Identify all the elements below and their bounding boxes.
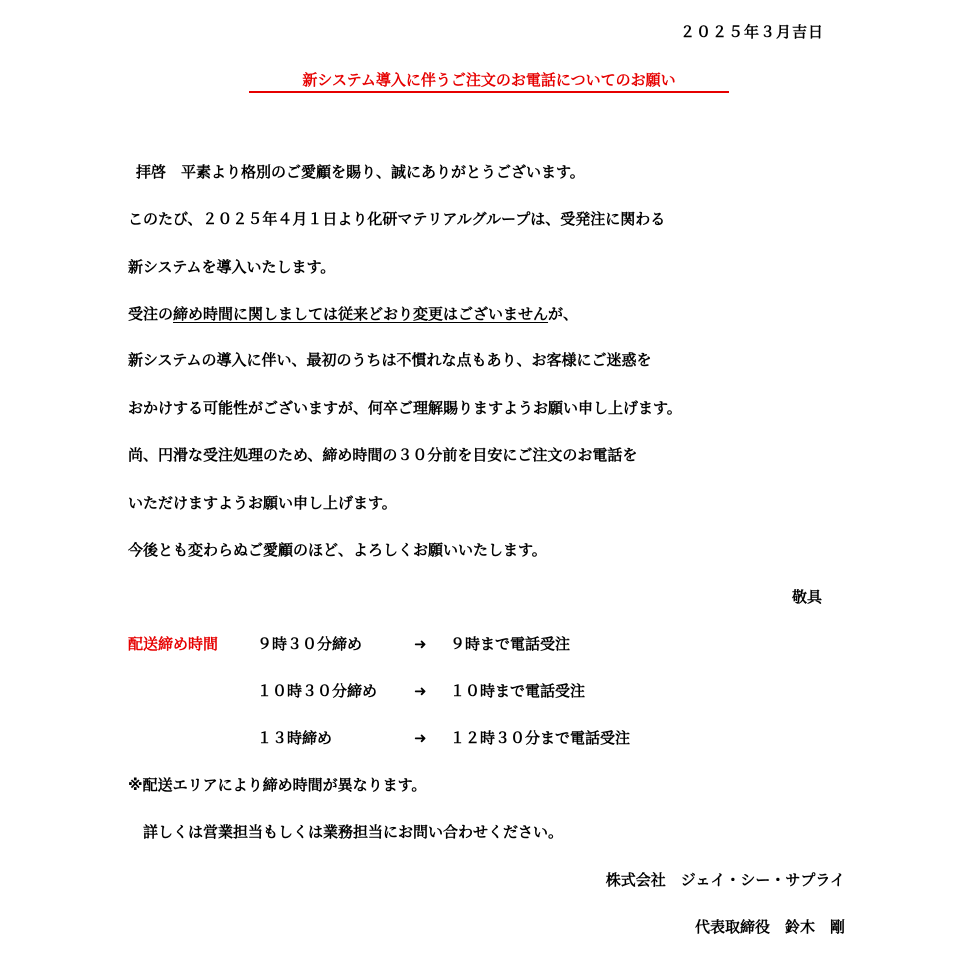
arrow-right-icon: ➜ xyxy=(414,682,427,700)
body-line-8: いただけますようお願い申し上げます。 xyxy=(128,494,397,512)
note-area-difference: ※配送エリアにより締め時間が異なります。 xyxy=(128,776,427,794)
body-line-4-post: が、 xyxy=(548,305,579,323)
body-line-4-pre: 受注の xyxy=(128,305,174,323)
schedule-row-2-cutoff: １０時３０分締め xyxy=(257,682,378,700)
body-line-5: 新システムの導入に伴い、最初のうちは不慣れな点もあり、お客様にご迷惑を xyxy=(128,351,652,369)
schedule-row-3-cutoff: １３時締め xyxy=(257,729,333,747)
title-underline xyxy=(249,91,729,93)
arrow-right-icon: ➜ xyxy=(414,729,427,747)
schedule-row-2-call: １０時まで電話受注 xyxy=(450,682,586,700)
greeting-line: 拝啓 平素より格別のご愛顧を賜り、誠にありがとうございます。 xyxy=(136,163,585,181)
body-line-6: おかけする可能性がございますが、何卒ご理解賜りますようお願い申し上げます。 xyxy=(128,399,682,417)
document-title: 新システム導入に伴うご注文のお電話についてのお願い xyxy=(302,71,676,89)
schedule-row-3-call: １２時３０分まで電話受注 xyxy=(450,729,631,747)
body-line-7: 尚、円滑な受注処理のため、締め時間の３０分前を目安にご注文のお電話を xyxy=(128,446,638,464)
schedule-label: 配送締め時間 xyxy=(128,635,219,653)
schedule-row-1-call: ９時まで電話受注 xyxy=(450,635,571,653)
body-line-9: 今後とも変わらぬご愛顧のほど、よろしくお願いいたします。 xyxy=(128,541,547,559)
schedule-row-1-cutoff: ９時３０分締め xyxy=(257,635,363,653)
body-line-4 xyxy=(128,304,578,324)
representative-name: 代表取締役 鈴木 剛 xyxy=(694,918,845,936)
body-line-4-underlined: 締め時間に関しましては従来どおり変更はございません xyxy=(173,305,549,323)
body-line-2: このたび、２０２５年４月１日より化研マテリアルグループは、受発注に関わる xyxy=(128,210,666,228)
company-name: 株式会社 ジェイ・シー・サプライ xyxy=(605,871,845,889)
document-date: ２０２５年３月吉日 xyxy=(679,23,824,41)
body-line-3: 新システムを導入いたします。 xyxy=(128,258,336,276)
closing-keigu: 敬具 xyxy=(791,588,822,606)
note-contact: 詳しくは営業担当もしくは業務担当にお問い合わせください。 xyxy=(143,823,564,841)
arrow-right-icon: ➜ xyxy=(414,635,427,653)
